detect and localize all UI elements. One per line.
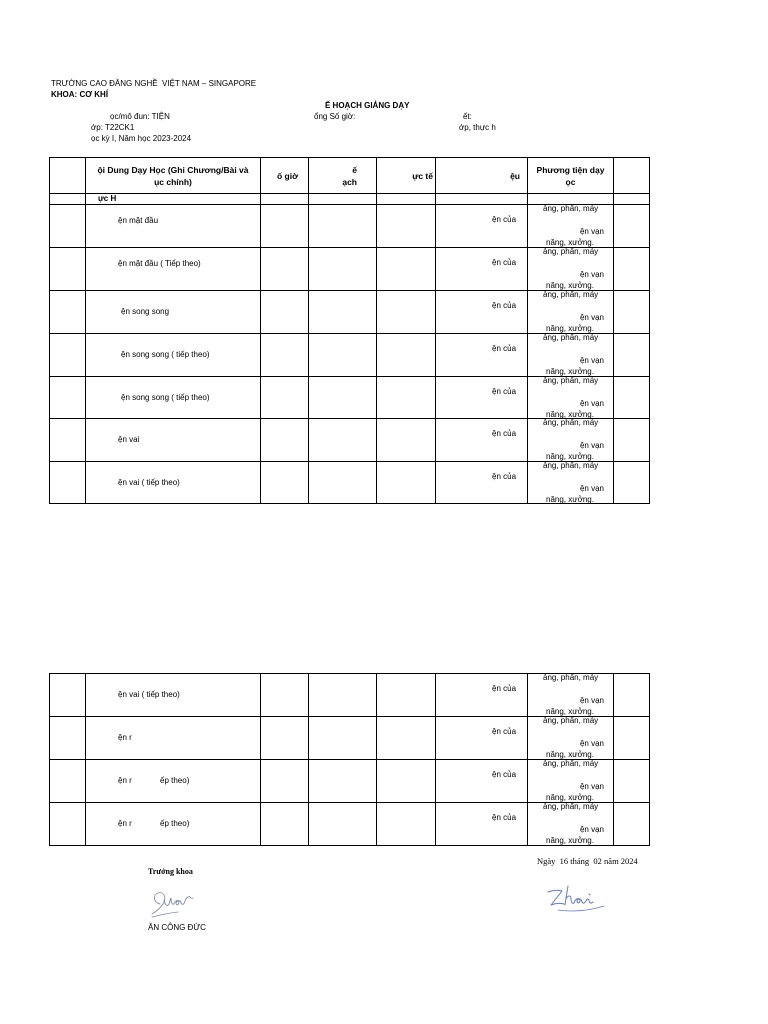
cell-index: [50, 462, 86, 504]
cell-content: [86, 674, 261, 717]
cell-index: [50, 377, 86, 419]
lesson-content: ện mặt đầu: [118, 216, 159, 225]
lesson-materials: ện của: [492, 684, 517, 693]
means-line-2: ện vạn: [579, 441, 604, 450]
lesson-content: ện vai ( tiếp theo): [118, 478, 180, 487]
department-head-signature: [146, 886, 198, 920]
lesson-content: ện r: [118, 733, 132, 742]
means-line-2: ện vạn: [579, 739, 604, 748]
cell-content: [86, 334, 261, 377]
cell-means: [528, 248, 614, 291]
means-line-1: ảng, phấn, máy: [543, 290, 599, 299]
table-header-row: [50, 158, 650, 194]
cell-actual: [377, 248, 436, 291]
lesson-content: ện r: [118, 819, 132, 828]
means-line-3: năng, xưởng.: [546, 281, 594, 290]
header-content-line-1: ội Dung Dạy Học (Ghi Chương/Bài và: [97, 165, 249, 175]
lesson-content: ện mặt đầu ( Tiếp theo): [118, 259, 201, 268]
section-label: ực H: [98, 194, 117, 203]
means-line-1: ảng, phấn, máy: [543, 716, 599, 725]
cell-index: [50, 194, 86, 205]
lesson-materials: ện của: [492, 387, 517, 396]
cell-actual: [377, 803, 436, 846]
header-materials: ệu: [510, 171, 520, 181]
document-title: Ế HOẠCH GIẢNG DẠY: [325, 101, 410, 110]
cell-actual: [377, 205, 436, 248]
lesson-materials: ện của: [492, 727, 517, 736]
cell-content: [86, 717, 261, 760]
cell-content: [86, 205, 261, 248]
cell-means: [528, 462, 614, 504]
header-cell-materials: [436, 158, 528, 194]
lesson-materials: ện của: [492, 770, 517, 779]
cell-means: [528, 205, 614, 248]
means-line-2: ện vạn: [579, 356, 604, 365]
means-line-2: ện vạn: [579, 399, 604, 408]
department-name: KHOA: CƠ KHÍ: [51, 90, 109, 99]
means-line-1: ảng, phấn, máy: [543, 418, 599, 427]
table-row: [50, 674, 650, 717]
table-row: [50, 334, 650, 377]
module-label: ọc/mô đun: TIỆN: [110, 112, 170, 121]
cell-means: [528, 717, 614, 760]
cell-hours: [261, 462, 309, 504]
cell-notes: [614, 803, 650, 846]
header-cell-notes: [614, 158, 650, 194]
means-line-2: ện vạn: [579, 696, 604, 705]
table-row: [50, 717, 650, 760]
header-cell-plan: [309, 158, 377, 194]
cell-content: [86, 803, 261, 846]
lesson-plan-table-2: [49, 673, 650, 846]
section-row: [50, 194, 650, 205]
cell-actual: [377, 291, 436, 334]
cell-means: [528, 674, 614, 717]
cell-notes: [614, 419, 650, 462]
school-name: TRƯỜNG CAO ĐĂNG NGHỀ VIỆT NAM – SINGAPORE: [51, 79, 257, 88]
cell-hours: [261, 377, 309, 419]
total-hours-label: ổng Số giờ:: [314, 112, 356, 121]
cell-content: [86, 419, 261, 462]
lesson-content: ện r: [118, 776, 132, 785]
table-row: [50, 419, 650, 462]
lesson-materials: ện của: [492, 813, 517, 822]
means-line-3: năng, xưởng.: [546, 495, 594, 504]
cell-materials: [436, 803, 528, 846]
cell-hours: [261, 674, 309, 717]
lesson-content: ện song song ( tiếp theo): [121, 393, 210, 402]
cell-hours: [261, 803, 309, 846]
cell-notes: [614, 334, 650, 377]
header-plan-line-1: ế: [352, 165, 357, 175]
cell-actual: [377, 674, 436, 717]
cell-hours: [261, 760, 309, 803]
cell-actual: [377, 760, 436, 803]
lesson-materials: ện của: [492, 258, 517, 267]
header-plan-line-2: ạch: [342, 177, 357, 187]
means-line-2: ện vạn: [579, 484, 604, 493]
table-row: [50, 248, 650, 291]
cell-hours: [261, 291, 309, 334]
cell-content: [86, 760, 261, 803]
cell-index: [50, 248, 86, 291]
means-line-3: năng, xưởng.: [546, 324, 594, 333]
means-line-1: ảng, phấn, máy: [543, 673, 599, 682]
cell-notes: [614, 717, 650, 760]
cell-index: [50, 803, 86, 846]
table-row: [50, 803, 650, 846]
means-line-2: ện vạn: [579, 270, 604, 279]
means-line-1: ảng, phấn, máy: [543, 461, 599, 470]
cell-plan: [309, 194, 377, 205]
cell-plan: [309, 205, 377, 248]
header-cell-hours: [261, 158, 309, 194]
cell-plan: [309, 377, 377, 419]
signer-signature: [540, 880, 612, 918]
cell-actual: [377, 717, 436, 760]
lesson-content-tail: ếp theo): [160, 819, 190, 828]
table-row: [50, 291, 650, 334]
cell-means: [528, 419, 614, 462]
means-line-3: năng, xưởng.: [546, 750, 594, 759]
cell-materials: [436, 334, 528, 377]
header-cell-actual: [377, 158, 436, 194]
lesson-content: ện song song: [121, 307, 170, 316]
means-line-1: ảng, phấn, máy: [543, 247, 599, 256]
means-line-1: ảng, phấn, máy: [543, 759, 599, 768]
cell-index: [50, 205, 86, 248]
cell-means: [528, 760, 614, 803]
cell-plan: [309, 248, 377, 291]
cell-content: [86, 462, 261, 504]
cell-materials: [436, 194, 528, 205]
cell-plan: [309, 717, 377, 760]
cell-notes: [614, 248, 650, 291]
signing-date: Ngày 16 tháng 02 năm 2024: [537, 856, 638, 866]
means-line-1: ảng, phấn, máy: [543, 204, 599, 213]
means-line-2: ện vạn: [579, 825, 604, 834]
cell-plan: [309, 334, 377, 377]
cell-notes: [614, 291, 650, 334]
cell-materials: [436, 462, 528, 504]
cell-actual: [377, 377, 436, 419]
table-row: [50, 377, 650, 419]
cell-means: [528, 334, 614, 377]
cell-materials: [436, 419, 528, 462]
header-means-line-2: ọc: [565, 177, 576, 187]
header-hours: ố giờ: [277, 171, 299, 181]
header-means-line-1: Phương tiện dạy: [536, 165, 605, 175]
means-line-3: năng, xưởng.: [546, 410, 594, 419]
cell-plan: [309, 291, 377, 334]
lesson-plan-table-1: [49, 157, 650, 504]
term-label: ọc kỳ I, Năm học 2023-2024: [91, 134, 192, 143]
cell-plan: [309, 803, 377, 846]
header-content-line-2: ục chính): [154, 177, 192, 187]
cell-actual: [377, 462, 436, 504]
cell-hours: [261, 205, 309, 248]
cell-index: [50, 717, 86, 760]
means-line-3: năng, xưởng.: [546, 707, 594, 716]
cell-index: [50, 291, 86, 334]
cell-materials: [436, 291, 528, 334]
header-actual: ực tế: [412, 171, 433, 181]
cell-materials: [436, 377, 528, 419]
means-line-3: năng, xưởng.: [546, 238, 594, 247]
cell-hours: [261, 194, 309, 205]
periods-label: ết:: [463, 112, 472, 121]
department-head-title: Trưởng khoa: [148, 867, 193, 876]
means-line-2: ện vạn: [579, 313, 604, 322]
cell-hours: [261, 717, 309, 760]
cell-means: [528, 194, 614, 205]
cell-materials: [436, 760, 528, 803]
cell-notes: [614, 194, 650, 205]
cell-plan: [309, 674, 377, 717]
cell-content: [86, 291, 261, 334]
cell-notes: [614, 674, 650, 717]
cell-notes: [614, 377, 650, 419]
lesson-materials: ện của: [492, 344, 517, 353]
means-line-3: năng, xưởng.: [546, 452, 594, 461]
cell-notes: [614, 205, 650, 248]
cell-index: [50, 760, 86, 803]
cell-notes: [614, 462, 650, 504]
cell-means: [528, 803, 614, 846]
means-line-2: ện vạn: [579, 782, 604, 791]
cell-notes: [614, 760, 650, 803]
cell-hours: [261, 334, 309, 377]
lesson-materials: ện của: [492, 301, 517, 310]
means-line-1: ảng, phấn, máy: [543, 802, 599, 811]
lesson-content: ện vai ( tiếp theo): [118, 690, 180, 699]
cell-index: [50, 419, 86, 462]
lesson-content-tail: ếp theo): [160, 776, 190, 785]
cell-plan: [309, 462, 377, 504]
header-cell-means: [528, 158, 614, 194]
cell-index: [50, 334, 86, 377]
class-type-label: ớp, thực h: [459, 123, 496, 132]
lesson-materials: ện của: [492, 215, 517, 224]
cell-means: [528, 377, 614, 419]
cell-means: [528, 291, 614, 334]
cell-content: [86, 194, 261, 205]
lesson-content: ện song song ( tiếp theo): [121, 350, 210, 359]
header-cell-index: [50, 158, 86, 194]
cell-hours: [261, 419, 309, 462]
cell-index: [50, 674, 86, 717]
lesson-materials: ện của: [492, 472, 517, 481]
means-line-2: ện vạn: [579, 227, 604, 236]
department-head-name: ĂN CÔNG ĐỨC: [148, 923, 206, 932]
lesson-content: ện vai: [118, 435, 140, 444]
table-row: [50, 760, 650, 803]
cell-actual: [377, 334, 436, 377]
cell-actual: [377, 419, 436, 462]
class-label: ớp: T22CK1: [91, 123, 135, 132]
table-row: [50, 205, 650, 248]
cell-content: [86, 377, 261, 419]
means-line-3: năng, xưởng.: [546, 793, 594, 802]
cell-content: [86, 248, 261, 291]
header-cell-content: [86, 158, 261, 194]
cell-plan: [309, 419, 377, 462]
cell-materials: [436, 205, 528, 248]
means-line-1: ảng, phấn, máy: [543, 376, 599, 385]
cell-plan: [309, 760, 377, 803]
cell-materials: [436, 674, 528, 717]
means-line-3: năng, xưởng.: [546, 836, 594, 845]
cell-materials: [436, 717, 528, 760]
cell-materials: [436, 248, 528, 291]
cell-hours: [261, 248, 309, 291]
means-line-3: năng, xưởng.: [546, 367, 594, 376]
lesson-materials: ện của: [492, 429, 517, 438]
cell-actual: [377, 194, 436, 205]
means-line-1: ảng, phấn, máy: [543, 333, 599, 342]
table-row: [50, 462, 650, 504]
